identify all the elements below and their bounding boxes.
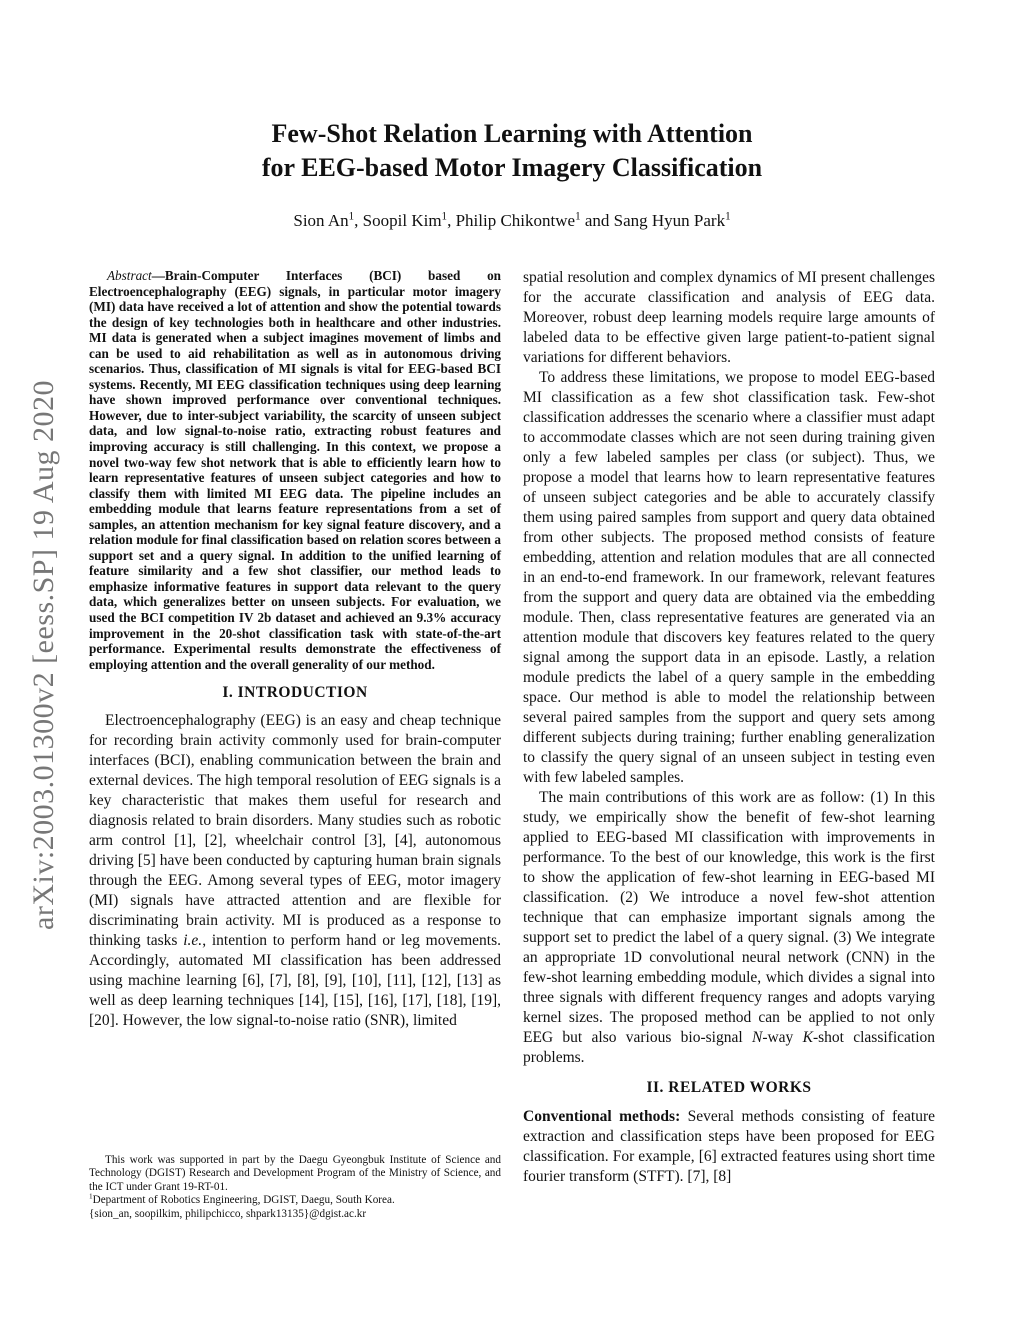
footnote-affiliation bbox=[89, 1194, 501, 1207]
abstract-text: Brain-Computer Interfaces (BCI) based on Electroencephalography (EEG) signals, in particular motor imagery (MI) data have received a lot of attention and show the potential towards the design of key technologies both in healthcare and other industries. MI data is generated when a subject imagines movement of limbs and can be used to aid rehabilitation as well as in autonomous driving scenarios. Thus, classification of MI signals is vital for EEG-based BCI systems. Recently, MI EEG classification techniques using deep learning have shown improved performance over conventional techniques. However, due to inter-subject variability, the scarcity of unseen subject data, and low signal-to-noise ratio, extracting robust features and improving accuracy is still challenging. In this context, we propose a novel two-way few shot network that is able to efficiently learn how to learn representative features of unseen subject categories and how to classify them with limited MI EEG data. The pipeline includes an embedding module that learns feature representations from a set of samples, an attention mechanism for key signal feature discovery, and a relation module for final classification based on relation scores between a support set and a query signal. In addition to the unified learning of feature similarity and a few shot classifier, our method leads to emphasize informative features in support data relevant to the query data, which generalizes better on unseen subjects. For evaluation, we used the BCI competition IV 2b dataset and achieved an 9.3% accuracy improvement in the 20-shot classification task with state-of-the-art performance. Experimental results demonstrate the effectiveness of employing attention and the overall generality of our method. bbox=[89, 268, 501, 672]
footnote-funding: This work was supported in part by the Daegu Gyeongbuk Institute of Science and Technology (DGIST) Research and Development Program of the Ministry of Science, and the ICT under Grant 19-RT-01. bbox=[89, 1154, 501, 1193]
author-affiliation-mark: 1 bbox=[348, 210, 355, 223]
author-affiliation-mark: 1 bbox=[441, 210, 448, 223]
math-n: N bbox=[751, 1029, 763, 1046]
author-name: Philip Chikontwe bbox=[455, 211, 576, 230]
intro-text-ie: i.e. bbox=[183, 932, 203, 950]
author-conjunction: and bbox=[580, 211, 614, 230]
intro-text-part-2: , intention to perform hand or leg movements. Accordingly, automated MI classification has been addressed using machine learning [6], [7], [8], [9], [10], [11], [12], [13] as well as deep learning techniques [14], [15], [16], [17], [18], [19], [20]. However, the low signal-to-noise ratio (SNR), limited bbox=[89, 932, 501, 1030]
author-list bbox=[160, 209, 864, 233]
paper-title bbox=[160, 117, 864, 185]
left-column bbox=[89, 268, 501, 1031]
author-affiliation-mark: 1 bbox=[575, 210, 581, 223]
abstract-dash: — bbox=[151, 268, 165, 283]
intro-paragraph-contributions bbox=[523, 788, 935, 1068]
related-works-text: Several methods consisting of feature extraction and classification steps have been proposed for EEG classification. For example, [6] extracted features using short time fourier transform (STFT). [7], [8] bbox=[523, 1108, 935, 1185]
section-heading-introduction: I. INTRODUCTION bbox=[222, 684, 368, 702]
abstract-label: Abstract bbox=[107, 268, 152, 283]
footnote-emails: {sion_an, soopilkim, philipchicco, shpark13135}@dgist.ac.kr bbox=[89, 1207, 367, 1220]
arxiv-id-text: arXiv:2003.01300v2 [eess.SP] 19 Aug 2020 bbox=[27, 380, 60, 930]
arxiv-identifier bbox=[12, 345, 76, 965]
author-name: Sion An bbox=[293, 211, 349, 230]
contributions-way: -way bbox=[762, 1029, 803, 1046]
right-column bbox=[523, 268, 935, 1187]
abstract bbox=[89, 268, 501, 672]
related-works-runin: Conventional methods: bbox=[523, 1108, 681, 1125]
title-line-1: Few-Shot Relation Learning with Attention bbox=[271, 119, 753, 148]
contributions-text: The main contributions of this work are as follow: (1) In this study, we empirically show the benefit of few-shot learning applied to EEG-based MI classification with improvements in performance. To the best of our knowledge, this work is the first to show the application of few-shot learning in EEG-based MI classification. (2) We introduce a novel few-shot attention technique that can emphasize important signals among the support set to predict the label of a query signal. (3) We integrate an appropriate 1D convolutional neural network (CNN) in the few-shot learning embedding module, which divides a signal into three signals with different frequency ranges and adopts varying kernel sizes. The proposed method can be applied to not only EEG but also various bio-signal bbox=[523, 789, 935, 1046]
author-name: Soopil Kim bbox=[362, 211, 442, 230]
introduction-paragraph bbox=[89, 711, 501, 1031]
author-separator: , bbox=[354, 211, 363, 230]
related-works-paragraph bbox=[523, 1107, 935, 1187]
section-heading-related-works: II. RELATED WORKS bbox=[646, 1079, 812, 1096]
author-name: Sang Hyun Park bbox=[613, 211, 726, 230]
author-affiliation-mark: 1 bbox=[725, 210, 731, 223]
title-line-2: for EEG-based Motor Imagery Classification bbox=[261, 153, 763, 182]
affiliation-mark: 1 bbox=[89, 1192, 93, 1201]
author-separator: , bbox=[447, 211, 456, 230]
footnotes bbox=[89, 1154, 501, 1221]
affiliation-text: Department of Robotics Engineering, DGIST, Daegu, South Korea. bbox=[92, 1194, 395, 1207]
intro-paragraph-continued: spatial resolution and complex dynamics of MI present challenges for the accurate classification and analysis of EEG data. Moreover, robust deep learning models require large amounts of labeled data to be effective given large patient-to-patient signal variations for different behaviors. bbox=[523, 269, 935, 366]
intro-text-part-1: Electroencephalography (EEG) is an easy and cheap technique for recording brain activity commonly used for brain-computer interfaces (BCI), enabling communication between the brain and external devices. The high temporal resolution of EEG signals is a key characteristic that makes them useful for research and diagnosis related to brain disorders. Many studies such as robotic arm control [1], [2], wheelchair control [3], [4], autonomous driving [5] have been conducted by capturing human brain signals through the EEG. Among several types of EEG, motor imagery (MI) signals have attracted attention and are flexible for discriminating brain activity. MI is produced as a response to thinking tasks bbox=[89, 712, 501, 950]
math-k: K bbox=[802, 1029, 813, 1046]
contributions-end: -shot classification problems. bbox=[523, 1029, 935, 1066]
intro-paragraph-proposal: To address these limitations, we propose to model EEG-based MI classification as a few shot classification task. Few-shot classification addresses the scenario where a classifier must adapt to accommodate classes which are not seen during training given only a few labeled samples per class (or subject). Thus, we propose a model that learns how to learn representative features of unseen subject categories and be able to accurately classify them using paired samples from support and query data obtained from other subjects. The proposed method consists of feature embedding, attention and relation modules that are all connected in an end-to-end framework. In our framework, relevant features from the support and query data are obtained via the embedding module. Then, class representative features are generated via an attention module that discovers key features related to the query signal among the support data in an episode. Lastly, a relation module predicts the label of a query sample in the embedding space. Our method is able to model the relationship between several paired samples from the support and query sets among different subjects during training; further enabling generalization to classify the query signal of an unseen subject in testing even with few labeled samples. bbox=[523, 369, 935, 786]
